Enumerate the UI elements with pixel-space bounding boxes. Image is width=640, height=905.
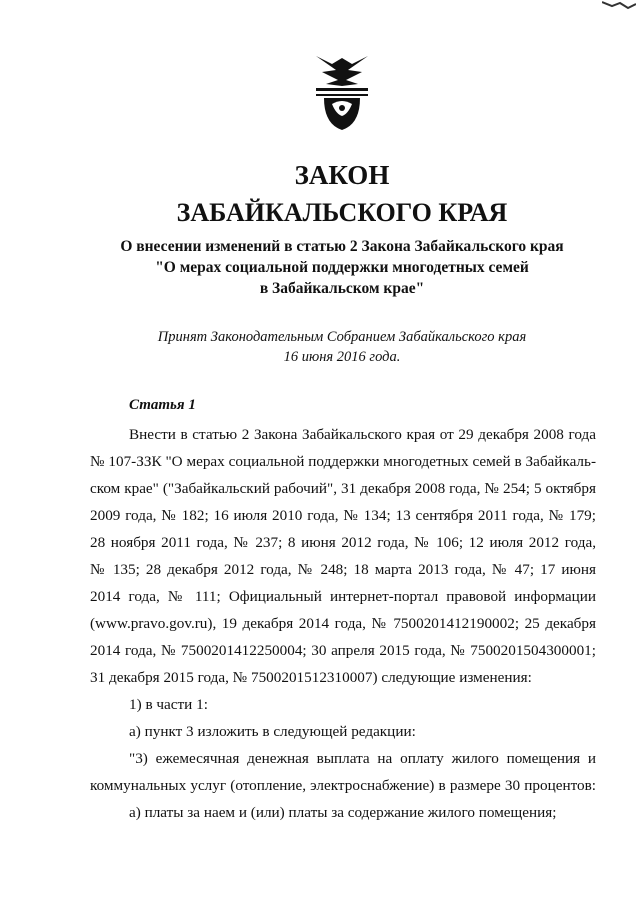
- region-title: ЗАБАЙКАЛЬСКОГО КРАЯ: [176, 198, 508, 227]
- body-line: а) пункт 3 изложить в следующей редакции:: [129, 723, 416, 740]
- body-line: № 135; 28 декабря 2012 года, № 248; 18 марта 2013 года, № 47; 17 июня: [90, 561, 596, 578]
- law-title: ЗАКОН: [294, 160, 390, 190]
- subtitle-line: "О мерах социальной поддержки многодетных семей: [155, 259, 529, 276]
- subtitle-line: О внесении изменений в статью 2 Закона Забайкальского края: [120, 238, 564, 255]
- body-line: "3) ежемесячная денежная выплата на оплату жилого помещения и: [129, 750, 596, 767]
- coat-of-arms-emblem: [312, 52, 372, 134]
- body-line: 1) в части 1:: [129, 696, 208, 713]
- subtitle-line: в Забайкальском крае": [259, 280, 425, 297]
- body-line: 28 ноября 2011 года, № 237; 8 июня 2012 года, № 106; 12 июля 2012 года,: [90, 534, 596, 551]
- body-line: 2009 года, № 182; 16 июля 2010 года, № 134; 13 сентября 2011 года, № 179;: [90, 507, 596, 524]
- body-line: (www.pravo.gov.ru), 19 декабря 2014 года, № 7500201412190002; 25 декабря: [90, 615, 596, 632]
- body-line: Внести в статью 2 Закона Забайкальского края от 29 декабря 2008 года: [129, 426, 596, 443]
- body-line: ском крае" ("Забайкальский рабочий", 31 декабря 2008 года, № 254; 5 октября: [90, 480, 596, 497]
- scan-mark-icon: [602, 0, 636, 10]
- body-line: 31 декабря 2015 года, № 7500201512310007) следующие изменения:: [90, 669, 532, 686]
- body-line: 2014 года, № 7500201412250004; 30 апреля 2015 года, № 7500201504300001;: [90, 642, 596, 659]
- body-line: коммунальных услуг (отопление, электроснабжение) в размере 30 процентов:: [90, 777, 596, 794]
- adoption-note: Принят Законодательным Собранием Забайкальского края: [157, 329, 527, 345]
- body-line: 2014 года, № 111; Официальный интернет-портал правовой информации: [90, 588, 596, 605]
- body-line: а) платы за наем и (или) платы за содержание жилого помещения;: [129, 804, 557, 821]
- adoption-date: 16 июня 2016 года.: [283, 349, 401, 365]
- article-heading: Статья 1: [129, 397, 196, 413]
- body-line: № 107-ЗЗК "О мерах социальной поддержки многодетных семей в Забайкаль-: [90, 453, 596, 470]
